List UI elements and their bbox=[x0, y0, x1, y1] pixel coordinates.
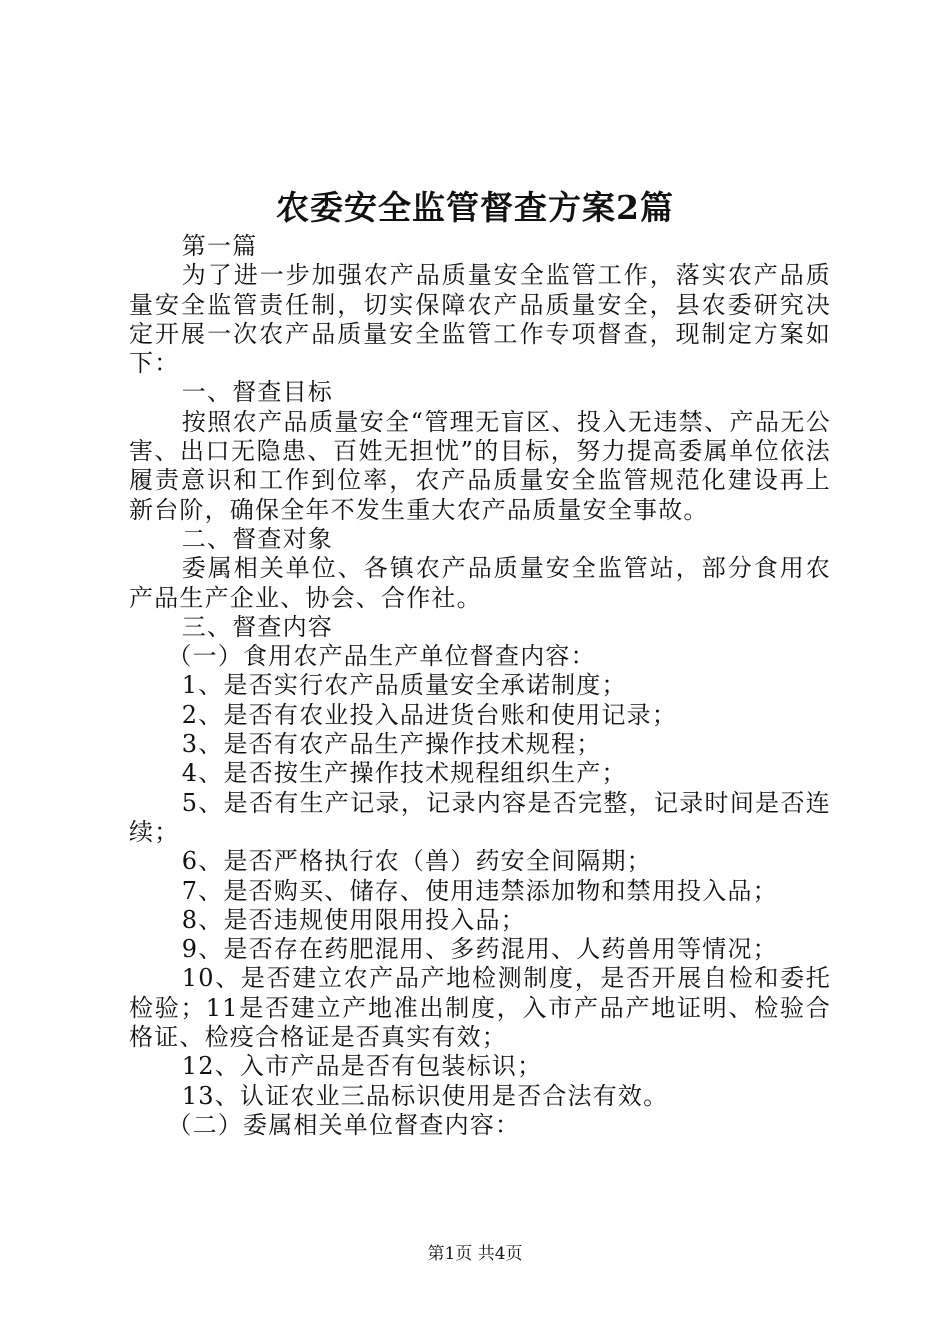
paragraph: 按照农产品质量安全“管理无盲区、投入无违禁、产品无公害、出口无隐患、百姓无担忧”的目标，努力提高委属单位依法履责意识和工作到位率，农产品质量安全监管规范化建设再上新台阶，确保全年不发生重大农产品质量安全事故。 bbox=[129, 407, 831, 524]
list-item: 5、是否有生产记录，记录内容是否完整，记录时间是否连续； bbox=[129, 788, 831, 846]
list-item: 4、是否按生产操作技术规程组织生产； bbox=[181, 759, 627, 788]
list-item: 1、是否实行农产品质量安全承诺制度； bbox=[181, 671, 627, 700]
list-item: 9、是否存在药肥混用、多药混用、人药兽用等情况； bbox=[181, 935, 778, 964]
paragraph: 委属相关单位、各镇农产品质量安全监管站，部分食用农产品生产企业、协会、合作社。 bbox=[129, 554, 831, 612]
subsection-heading: （二）委属相关单位督查内容： bbox=[167, 1110, 521, 1139]
subsection-heading: （一）食用农产品生产单位督查内容： bbox=[167, 642, 596, 671]
list-item: 7、是否购买、储存、使用违禁添加物和禁用投入品； bbox=[181, 876, 778, 905]
section-heading: 第一篇 bbox=[181, 232, 258, 260]
list-item: 6、是否严格执行农（兽）药安全间隔期； bbox=[181, 847, 652, 876]
page-footer: 第1页 共4页 bbox=[427, 1244, 523, 1264]
list-item: 13、认证农业三品标识使用是否合法有效。 bbox=[181, 1081, 669, 1110]
list-item: 8、是否违规使用限用投入品； bbox=[181, 905, 526, 934]
document-body bbox=[129, 232, 831, 1140]
section-heading: 三、督查内容 bbox=[181, 612, 333, 641]
section-heading: 一、督查目标 bbox=[181, 378, 333, 407]
list-item: 2、是否有农业投入品进货台账和使用记录； bbox=[181, 700, 678, 729]
list-item: 10、是否建立农产品产地检测制度，是否开展自检和委托检验；11是否建立产地准出制度，入市产品产地证明、检验合格证、检疫合格证是否真实有效； bbox=[129, 964, 831, 1052]
paragraph: 为了进一步加强农产品质量安全监管工作，落实农产品质量安全监管责任制，切实保障农产品质量安全，县农委研究决定开展一次农产品质量安全监管工作专项督查，现制定方案如下： bbox=[129, 261, 831, 378]
document-title: 农委安全监管督查方案2篇 bbox=[276, 188, 674, 227]
list-item: 12、入市产品是否有包装标识； bbox=[181, 1052, 543, 1081]
list-item: 3、是否有农产品生产操作技术规程； bbox=[181, 730, 602, 759]
section-heading: 二、督查对象 bbox=[181, 524, 333, 553]
